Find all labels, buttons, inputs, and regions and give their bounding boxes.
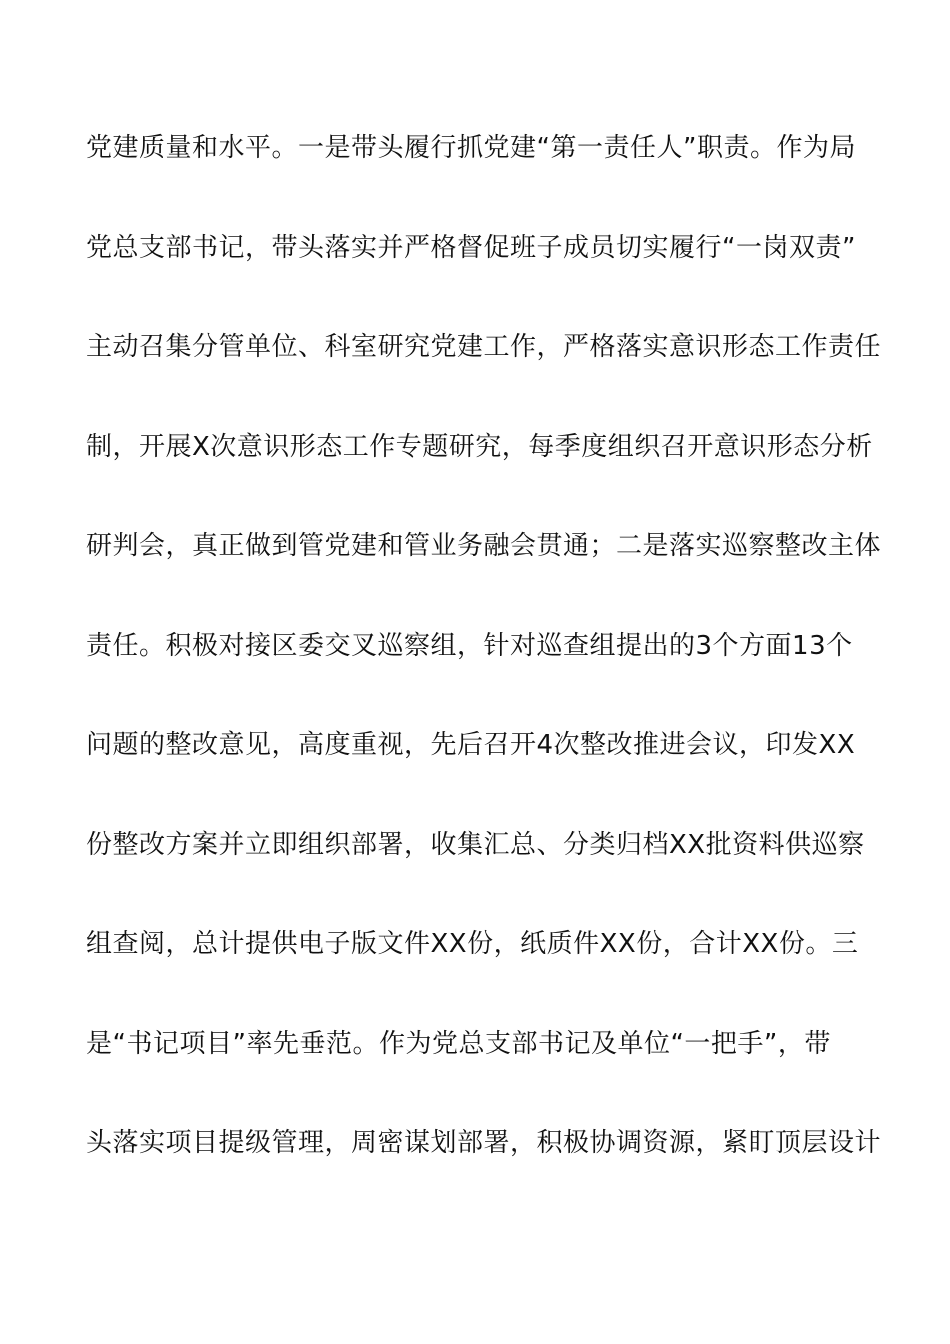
text-line: 头落实项目提级管理，周密谋划部署，积极协调资源，紧盯顶层设计 (86, 1128, 882, 1158)
text-line: 组查阅，总计提供电子版文件XX份，纸质件XX份，合计XX份。三 (86, 929, 859, 959)
text-line: 份整改方案并立即组织部署，收集汇总、分类归档XX批资料供巡察 (86, 829, 865, 860)
text-line: 责任。积极对接区委交叉巡察组，针对巡查组提出的3个方面13个 (86, 630, 853, 661)
text-line: 是“书记项目”率先垂范。作为党总支部书记及单位“一把手”，带 (86, 1028, 831, 1059)
text-line: 主动召集分管单位、科室研究党建工作，严格落实意识形态工作责任 (86, 332, 882, 362)
text-line: 研判会，真正做到管党建和管业务融会贯通；二是落实巡察整改主体 (86, 531, 882, 561)
text-line: 制，开展X次意识形态工作专题研究，每季度组织召开意识形态分析 (86, 431, 873, 462)
body-paragraph (86, 122, 882, 1217)
text-line: 问题的整改意见，高度重视，先后召开4次整改推进会议，印发XX (86, 730, 856, 760)
text-line: 党总支部书记，带头落实并严格督促班子成员切实履行“一岗双责” (86, 232, 856, 263)
text-line: 党建质量和水平。一是带头履行抓党建“第一责任人”职责。作为局 (86, 133, 856, 163)
